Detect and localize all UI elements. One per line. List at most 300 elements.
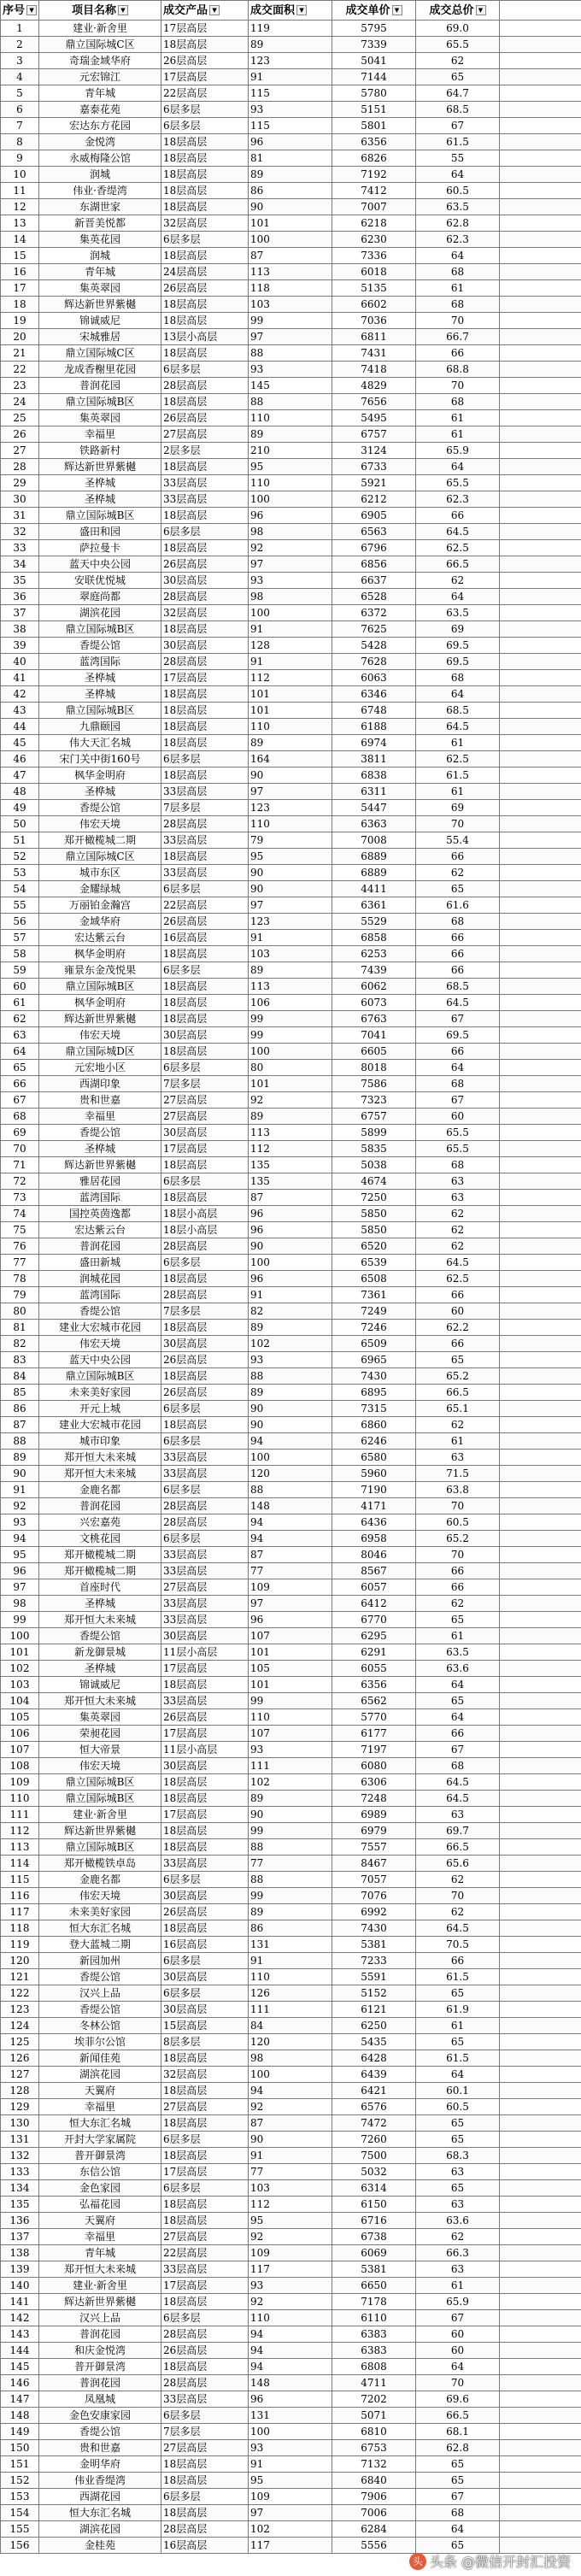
cell-area[interactable]: 110 — [249, 719, 332, 735]
cell-total-price[interactable]: 69.0 — [416, 21, 500, 37]
cell-project-name[interactable]: 建业·新舍里 — [39, 21, 161, 37]
cell-area[interactable]: 89 — [249, 37, 332, 53]
cell-total-price[interactable]: 60 — [416, 1109, 500, 1125]
cell-unit-price[interactable]: 3124 — [332, 443, 416, 459]
cell-index[interactable]: 23 — [1, 378, 39, 394]
cell-total-price[interactable]: 62.8 — [416, 2440, 500, 2456]
cell-index[interactable]: 58 — [1, 946, 39, 962]
cell-total-price[interactable]: 71.5 — [416, 1466, 500, 1482]
cell-area[interactable]: 131 — [249, 1937, 332, 1953]
cell-project-name[interactable]: 郑开恒大未来城 — [39, 1612, 161, 1628]
cell-total-price[interactable]: 64 — [416, 2521, 500, 2538]
cell-index[interactable]: 76 — [1, 1238, 39, 1255]
cell-unit-price[interactable]: 6757 — [332, 426, 416, 443]
cell-area[interactable]: 101 — [249, 1644, 332, 1661]
cell-unit-price[interactable]: 7431 — [332, 345, 416, 362]
cell-unit-price[interactable]: 7132 — [332, 2456, 416, 2473]
cell-unit-price[interactable]: 6889 — [332, 849, 416, 865]
cell-area[interactable]: 97 — [249, 897, 332, 914]
cell-total-price[interactable]: 66 — [416, 962, 500, 979]
cell-total-price[interactable]: 64 — [416, 2067, 500, 2083]
cell-total-price[interactable]: 65.5 — [416, 1141, 500, 1157]
cell-area[interactable]: 94 — [249, 2326, 332, 2343]
cell-index[interactable]: 103 — [1, 1677, 39, 1693]
cell-project-name[interactable]: 雅居花园 — [39, 1173, 161, 1190]
cell-area[interactable]: 111 — [249, 2002, 332, 2018]
cell-unit-price[interactable]: 5780 — [332, 85, 416, 102]
cell-total-price[interactable]: 65.5 — [416, 475, 500, 491]
cell-product-type[interactable]: 18层高层 — [161, 1417, 249, 1433]
cell-unit-price[interactable]: 7361 — [332, 1287, 416, 1303]
cell-unit-price[interactable]: 6018 — [332, 264, 416, 280]
cell-product-type[interactable]: 18层高层 — [161, 1157, 249, 1173]
cell-area[interactable]: 99 — [249, 1888, 332, 1904]
cell-index[interactable]: 28 — [1, 459, 39, 475]
cell-total-price[interactable]: 67 — [416, 2489, 500, 2505]
cell-area[interactable]: 96 — [249, 2391, 332, 2408]
cell-area[interactable]: 89 — [249, 1904, 332, 1920]
cell-product-type[interactable]: 6层多层 — [161, 751, 249, 768]
cell-index[interactable]: 55 — [1, 897, 39, 914]
cell-index[interactable]: 63 — [1, 1027, 39, 1044]
cell-project-name[interactable]: 郑开恒大未来城 — [39, 1693, 161, 1709]
cell-product-type[interactable]: 32层高层 — [161, 2067, 249, 2083]
cell-project-name[interactable]: 文桃花园 — [39, 1531, 161, 1547]
cell-unit-price[interactable]: 5041 — [332, 53, 416, 69]
cell-project-name[interactable]: 蓝天中央公园 — [39, 556, 161, 573]
cell-product-type[interactable]: 26层高层 — [161, 914, 249, 930]
cell-total-price[interactable]: 68 — [416, 914, 500, 930]
cell-project-name[interactable]: 辉达新世界紫樾 — [39, 459, 161, 475]
cell-project-name[interactable]: 香缇公馆 — [39, 2002, 161, 2018]
cell-total-price[interactable]: 70 — [416, 1498, 500, 1514]
cell-product-type[interactable]: 18层高层 — [161, 621, 249, 638]
cell-total-price[interactable]: 66 — [416, 1044, 500, 1060]
cell-project-name[interactable]: 润城花园 — [39, 1271, 161, 1287]
cell-index[interactable]: 77 — [1, 1255, 39, 1271]
cell-total-price[interactable]: 68 — [416, 394, 500, 410]
cell-area[interactable]: 95 — [249, 459, 332, 475]
cell-index[interactable]: 21 — [1, 345, 39, 362]
cell-product-type[interactable]: 26层高层 — [161, 1385, 249, 1401]
cell-index[interactable]: 59 — [1, 962, 39, 979]
cell-index[interactable]: 111 — [1, 1807, 39, 1823]
cell-product-type[interactable]: 15层高层 — [161, 2018, 249, 2034]
cell-product-type[interactable]: 18层高层 — [161, 459, 249, 475]
cell-unit-price[interactable]: 5071 — [332, 2408, 416, 2424]
cell-index[interactable]: 35 — [1, 573, 39, 589]
cell-total-price[interactable]: 63.5 — [416, 199, 500, 215]
cell-area[interactable]: 98 — [249, 2050, 332, 2067]
cell-total-price[interactable]: 62 — [416, 1872, 500, 1888]
filter-dropdown-icon[interactable]: ▼ — [476, 5, 486, 15]
cell-project-name[interactable]: 蓝湾国际 — [39, 1287, 161, 1303]
cell-product-type[interactable]: 17层高层 — [161, 1141, 249, 1157]
cell-project-name[interactable]: 辉达新世界紫樾 — [39, 297, 161, 313]
cell-total-price[interactable]: 65.1 — [416, 1401, 500, 1417]
cell-index[interactable]: 154 — [1, 2505, 39, 2521]
cell-product-type[interactable]: 17层高层 — [161, 1726, 249, 1742]
cell-index[interactable]: 38 — [1, 621, 39, 638]
cell-total-price[interactable]: 64.5 — [416, 524, 500, 540]
cell-project-name[interactable]: 圣桦城 — [39, 475, 161, 491]
cell-total-price[interactable]: 61 — [416, 280, 500, 297]
cell-index[interactable]: 36 — [1, 589, 39, 605]
cell-project-name[interactable]: 集英翠园 — [39, 280, 161, 297]
cell-product-type[interactable]: 18层高层 — [161, 849, 249, 865]
cell-total-price[interactable]: 70 — [416, 1547, 500, 1563]
cell-total-price[interactable]: 63 — [416, 1807, 500, 1823]
cell-project-name[interactable]: 鼎立国际城B区 — [39, 979, 161, 995]
cell-total-price[interactable]: 65 — [416, 2034, 500, 2050]
cell-product-type[interactable]: 7层多层 — [161, 800, 249, 816]
cell-area[interactable]: 110 — [249, 475, 332, 491]
cell-product-type[interactable]: 18层高层 — [161, 1190, 249, 1206]
cell-index[interactable]: 133 — [1, 2164, 39, 2180]
cell-project-name[interactable]: 圣桦城 — [39, 1596, 161, 1612]
cell-unit-price[interactable]: 7557 — [332, 1839, 416, 1856]
cell-index[interactable]: 74 — [1, 1206, 39, 1222]
cell-project-name[interactable]: 郑开橄榄城二期 — [39, 832, 161, 849]
cell-area[interactable]: 113 — [249, 979, 332, 995]
cell-product-type[interactable]: 33层高层 — [161, 1856, 249, 1872]
cell-unit-price[interactable]: 6291 — [332, 1644, 416, 1661]
cell-unit-price[interactable]: 5135 — [332, 280, 416, 297]
cell-project-name[interactable]: 青年城 — [39, 2245, 161, 2261]
cell-area[interactable]: 110 — [249, 2310, 332, 2326]
cell-area[interactable]: 96 — [249, 1271, 332, 1287]
cell-product-type[interactable]: 17层高层 — [161, 1807, 249, 1823]
cell-project-name[interactable]: 蓝湾国际 — [39, 1190, 161, 1206]
cell-index[interactable]: 134 — [1, 2180, 39, 2197]
cell-unit-price[interactable]: 4711 — [332, 2375, 416, 2391]
cell-project-name[interactable]: 蓝天中央公园 — [39, 1352, 161, 1368]
cell-index[interactable]: 92 — [1, 1498, 39, 1514]
cell-unit-price[interactable]: 5381 — [332, 1937, 416, 1953]
cell-area[interactable]: 101 — [249, 686, 332, 703]
cell-total-price[interactable]: 61.5 — [416, 2050, 500, 2067]
cell-product-type[interactable]: 18层高层 — [161, 1791, 249, 1807]
cell-unit-price[interactable]: 6080 — [332, 1758, 416, 1774]
cell-area[interactable]: 99 — [249, 1027, 332, 1044]
cell-total-price[interactable]: 66 — [416, 1953, 500, 1969]
cell-product-type[interactable]: 26层高层 — [161, 1709, 249, 1726]
cell-index[interactable]: 68 — [1, 1109, 39, 1125]
cell-project-name[interactable]: 建业大宏城市花园 — [39, 1417, 161, 1433]
cell-project-name[interactable]: 新园加州 — [39, 1953, 161, 1969]
cell-unit-price[interactable]: 6509 — [332, 1336, 416, 1352]
cell-project-name[interactable]: 盛田和园 — [39, 524, 161, 540]
cell-product-type[interactable]: 26层高层 — [161, 53, 249, 69]
cell-product-type[interactable]: 18层高层 — [161, 2456, 249, 2473]
cell-product-type[interactable]: 6层多层 — [161, 1531, 249, 1547]
cell-unit-price[interactable]: 7197 — [332, 1742, 416, 1758]
cell-project-name[interactable]: 新闻佳苑 — [39, 2050, 161, 2067]
cell-unit-price[interactable]: 6860 — [332, 1417, 416, 1433]
cell-area[interactable]: 102 — [249, 2521, 332, 2538]
cell-project-name[interactable]: 鼎立国际城C区 — [39, 345, 161, 362]
cell-project-name[interactable]: 鼎立国际城B区 — [39, 508, 161, 524]
cell-area[interactable]: 105 — [249, 1661, 332, 1677]
cell-total-price[interactable]: 68 — [416, 264, 500, 280]
cell-index[interactable]: 143 — [1, 2326, 39, 2343]
cell-unit-price[interactable]: 5381 — [332, 2261, 416, 2278]
cell-product-type[interactable]: 11层小高层 — [161, 1644, 249, 1661]
cell-project-name[interactable]: 宋门关中街160号 — [39, 751, 161, 768]
cell-product-type[interactable]: 6层多层 — [161, 1255, 249, 1271]
cell-unit-price[interactable]: 6212 — [332, 491, 416, 508]
cell-area[interactable]: 90 — [249, 1238, 332, 1255]
cell-project-name[interactable]: 辉达新世界紫樾 — [39, 1011, 161, 1027]
cell-product-type[interactable]: 18层高层 — [161, 2473, 249, 2489]
cell-area[interactable]: 90 — [249, 865, 332, 881]
cell-total-price[interactable]: 63.5 — [416, 605, 500, 621]
cell-project-name[interactable]: 贵和世嘉 — [39, 1092, 161, 1109]
cell-product-type[interactable]: 27层高层 — [161, 1092, 249, 1109]
cell-project-name[interactable]: 圣桦城 — [39, 784, 161, 800]
cell-unit-price[interactable]: 6770 — [332, 1612, 416, 1628]
cell-index[interactable]: 156 — [1, 2538, 39, 2554]
cell-unit-price[interactable]: 7625 — [332, 621, 416, 638]
cell-total-price[interactable]: 68 — [416, 1076, 500, 1092]
cell-total-price[interactable]: 65 — [416, 1693, 500, 1709]
cell-area[interactable]: 100 — [249, 1044, 332, 1060]
col-header-area[interactable]: 成交面积 ▼ — [249, 1, 332, 21]
cell-total-price[interactable]: 66.5 — [416, 1385, 500, 1401]
cell-product-type[interactable]: 28层高层 — [161, 1514, 249, 1531]
cell-index[interactable]: 130 — [1, 2115, 39, 2132]
cell-product-type[interactable]: 30层高层 — [161, 2002, 249, 2018]
cell-index[interactable]: 45 — [1, 735, 39, 751]
cell-total-price[interactable]: 68 — [416, 2505, 500, 2521]
cell-project-name[interactable]: 雍景东金茂悦果 — [39, 962, 161, 979]
cell-total-price[interactable]: 61 — [416, 1433, 500, 1450]
cell-project-name[interactable]: 恒大帝景 — [39, 1742, 161, 1758]
cell-area[interactable]: 92 — [249, 2294, 332, 2310]
cell-product-type[interactable]: 30层高层 — [161, 1125, 249, 1141]
cell-total-price[interactable]: 66 — [416, 1336, 500, 1352]
cell-total-price[interactable]: 63 — [416, 1190, 500, 1206]
cell-project-name[interactable]: 东信公馆 — [39, 2164, 161, 2180]
cell-product-type[interactable]: 6层多层 — [161, 232, 249, 248]
cell-area[interactable]: 92 — [249, 540, 332, 556]
cell-total-price[interactable]: 67 — [416, 1092, 500, 1109]
cell-product-type[interactable]: 33层高层 — [161, 1547, 249, 1563]
cell-product-type[interactable]: 33层高层 — [161, 1596, 249, 1612]
cell-area[interactable]: 88 — [249, 1482, 332, 1498]
cell-index[interactable]: 147 — [1, 2391, 39, 2408]
cell-area[interactable]: 90 — [249, 768, 332, 784]
cell-unit-price[interactable]: 7246 — [332, 1320, 416, 1336]
cell-area[interactable]: 113 — [249, 1125, 332, 1141]
cell-total-price[interactable]: 64 — [416, 167, 500, 183]
cell-product-type[interactable]: 16层高层 — [161, 930, 249, 946]
cell-product-type[interactable]: 18层高层 — [161, 703, 249, 719]
cell-unit-price[interactable]: 6808 — [332, 2359, 416, 2375]
cell-area[interactable]: 77 — [249, 1856, 332, 1872]
cell-total-price[interactable]: 61 — [416, 735, 500, 751]
cell-total-price[interactable]: 60 — [416, 1303, 500, 1320]
cell-product-type[interactable]: 6层多层 — [161, 2132, 249, 2148]
cell-product-type[interactable]: 18层高层 — [161, 199, 249, 215]
cell-area[interactable]: 148 — [249, 2375, 332, 2391]
cell-total-price[interactable]: 65.6 — [416, 1856, 500, 1872]
cell-index[interactable]: 90 — [1, 1466, 39, 1482]
cell-total-price[interactable]: 61 — [416, 426, 500, 443]
cell-product-type[interactable]: 18层高层 — [161, 1271, 249, 1287]
cell-product-type[interactable]: 18层高层 — [161, 150, 249, 167]
cell-unit-price[interactable]: 7315 — [332, 1401, 416, 1417]
cell-total-price[interactable]: 70 — [416, 313, 500, 329]
cell-index[interactable]: 83 — [1, 1352, 39, 1368]
cell-project-name[interactable]: 西湖印象 — [39, 1076, 161, 1092]
cell-project-name[interactable]: 郑开恒大未来城 — [39, 1466, 161, 1482]
cell-area[interactable]: 99 — [249, 1823, 332, 1839]
cell-unit-price[interactable]: 5495 — [332, 410, 416, 426]
cell-area[interactable]: 101 — [249, 1677, 332, 1693]
cell-area[interactable]: 82 — [249, 1303, 332, 1320]
cell-product-type[interactable]: 18层高层 — [161, 297, 249, 313]
cell-area[interactable]: 90 — [249, 881, 332, 897]
cell-total-price[interactable]: 68 — [416, 297, 500, 313]
cell-area[interactable]: 100 — [249, 1255, 332, 1271]
cell-unit-price[interactable]: 6895 — [332, 1385, 416, 1401]
cell-unit-price[interactable]: 7656 — [332, 394, 416, 410]
cell-unit-price[interactable]: 6412 — [332, 1596, 416, 1612]
cell-unit-price[interactable]: 6965 — [332, 1352, 416, 1368]
cell-unit-price[interactable]: 7323 — [332, 1092, 416, 1109]
cell-project-name[interactable]: 金鹿名都 — [39, 1482, 161, 1498]
cell-unit-price[interactable]: 7076 — [332, 1888, 416, 1904]
cell-product-type[interactable]: 18层高层 — [161, 1011, 249, 1027]
cell-project-name[interactable]: 金悦湾 — [39, 134, 161, 150]
cell-product-type[interactable]: 6层多层 — [161, 1482, 249, 1498]
cell-index[interactable]: 12 — [1, 199, 39, 215]
cell-unit-price[interactable]: 7260 — [332, 2132, 416, 2148]
cell-area[interactable]: 93 — [249, 1352, 332, 1368]
cell-index[interactable]: 86 — [1, 1401, 39, 1417]
cell-area[interactable]: 126 — [249, 1985, 332, 2002]
cell-project-name[interactable]: 鼎立国际城B区 — [39, 1839, 161, 1856]
cell-index[interactable]: 88 — [1, 1433, 39, 1450]
cell-area[interactable]: 112 — [249, 2197, 332, 2213]
cell-product-type[interactable]: 13层小高层 — [161, 329, 249, 345]
cell-unit-price[interactable]: 8018 — [332, 1060, 416, 1076]
cell-index[interactable]: 155 — [1, 2521, 39, 2538]
cell-area[interactable]: 100 — [249, 491, 332, 508]
cell-total-price[interactable]: 66.3 — [416, 2245, 500, 2261]
cell-index[interactable]: 49 — [1, 800, 39, 816]
cell-area[interactable]: 100 — [249, 232, 332, 248]
cell-product-type[interactable]: 30层高层 — [161, 1336, 249, 1352]
cell-total-price[interactable]: 70 — [416, 2375, 500, 2391]
cell-project-name[interactable]: 辉达新世界紫樾 — [39, 1823, 161, 1839]
cell-product-type[interactable]: 7层多层 — [161, 1303, 249, 1320]
cell-index[interactable]: 128 — [1, 2083, 39, 2099]
cell-unit-price[interactable]: 5032 — [332, 2164, 416, 2180]
cell-unit-price[interactable]: 4171 — [332, 1498, 416, 1514]
cell-index[interactable]: 47 — [1, 768, 39, 784]
cell-area[interactable]: 94 — [249, 2359, 332, 2375]
cell-project-name[interactable]: 国控英茵逸都 — [39, 1206, 161, 1222]
cell-area[interactable]: 92 — [249, 2229, 332, 2245]
cell-total-price[interactable]: 63.8 — [416, 1482, 500, 1498]
cell-unit-price[interactable]: 5556 — [332, 2538, 416, 2554]
cell-product-type[interactable]: 27层高层 — [161, 1109, 249, 1125]
cell-total-price[interactable]: 63 — [416, 1450, 500, 1466]
cell-area[interactable]: 77 — [249, 1563, 332, 1579]
cell-index[interactable]: 29 — [1, 475, 39, 491]
cell-product-type[interactable]: 18层高层 — [161, 1839, 249, 1856]
cell-project-name[interactable]: 冬林公馆 — [39, 2018, 161, 2034]
cell-total-price[interactable]: 65 — [416, 1612, 500, 1628]
cell-index[interactable]: 112 — [1, 1823, 39, 1839]
cell-unit-price[interactable]: 6605 — [332, 1044, 416, 1060]
cell-index[interactable]: 78 — [1, 1271, 39, 1287]
cell-product-type[interactable]: 18层高层 — [161, 768, 249, 784]
cell-unit-price[interactable]: 6716 — [332, 2213, 416, 2229]
cell-index[interactable]: 34 — [1, 556, 39, 573]
cell-total-price[interactable]: 61.9 — [416, 2002, 500, 2018]
cell-project-name[interactable]: 伟宏天境 — [39, 1027, 161, 1044]
cell-area[interactable]: 145 — [249, 378, 332, 394]
cell-unit-price[interactable]: 6650 — [332, 2278, 416, 2294]
cell-index[interactable]: 96 — [1, 1563, 39, 1579]
cell-unit-price[interactable]: 7500 — [332, 2148, 416, 2164]
cell-area[interactable]: 89 — [249, 962, 332, 979]
cell-unit-price[interactable]: 6428 — [332, 2050, 416, 2067]
cell-product-type[interactable]: 33层高层 — [161, 784, 249, 800]
cell-project-name[interactable]: 开封大学家属院 — [39, 2132, 161, 2148]
cell-total-price[interactable]: 64 — [416, 2359, 500, 2375]
cell-total-price[interactable]: 68.8 — [416, 362, 500, 378]
cell-total-price[interactable]: 65.2 — [416, 1531, 500, 1547]
cell-index[interactable]: 114 — [1, 1856, 39, 1872]
filter-dropdown-icon[interactable]: ▼ — [296, 5, 307, 15]
cell-product-type[interactable]: 18层高层 — [161, 1823, 249, 1839]
cell-unit-price[interactable]: 7430 — [332, 1920, 416, 1937]
cell-area[interactable]: 91 — [249, 654, 332, 670]
cell-index[interactable]: 123 — [1, 2002, 39, 2018]
cell-area[interactable]: 94 — [249, 1514, 332, 1531]
cell-product-type[interactable]: 18层高层 — [161, 735, 249, 751]
cell-total-price[interactable]: 68.5 — [416, 979, 500, 995]
cell-product-type[interactable]: 6层多层 — [161, 962, 249, 979]
cell-project-name[interactable]: 恒大东汇名城 — [39, 2505, 161, 2521]
cell-area[interactable]: 77 — [249, 2164, 332, 2180]
cell-unit-price[interactable]: 5960 — [332, 1466, 416, 1482]
cell-project-name[interactable]: 郑开橄榄铁卓岛 — [39, 1856, 161, 1872]
cell-unit-price[interactable]: 7057 — [332, 1872, 416, 1888]
cell-unit-price[interactable]: 6439 — [332, 2067, 416, 2083]
cell-total-price[interactable]: 62.2 — [416, 1320, 500, 1336]
cell-product-type[interactable]: 30层高层 — [161, 1027, 249, 1044]
cell-product-type[interactable]: 30层高层 — [161, 1758, 249, 1774]
cell-area[interactable]: 88 — [249, 1368, 332, 1385]
cell-area[interactable]: 80 — [249, 1060, 332, 1076]
cell-index[interactable]: 70 — [1, 1141, 39, 1157]
cell-product-type[interactable]: 26层高层 — [161, 1904, 249, 1920]
cell-total-price[interactable]: 65.5 — [416, 37, 500, 53]
cell-product-type[interactable]: 32层高层 — [161, 605, 249, 621]
cell-product-type[interactable]: 18层高层 — [161, 540, 249, 556]
cell-product-type[interactable]: 18层高层 — [161, 995, 249, 1011]
cell-unit-price[interactable]: 6580 — [332, 1450, 416, 1466]
cell-product-type[interactable]: 6层多层 — [161, 524, 249, 540]
cell-total-price[interactable]: 68.3 — [416, 2148, 500, 2164]
cell-unit-price[interactable]: 6989 — [332, 1807, 416, 1823]
cell-unit-price[interactable]: 5850 — [332, 1222, 416, 1238]
